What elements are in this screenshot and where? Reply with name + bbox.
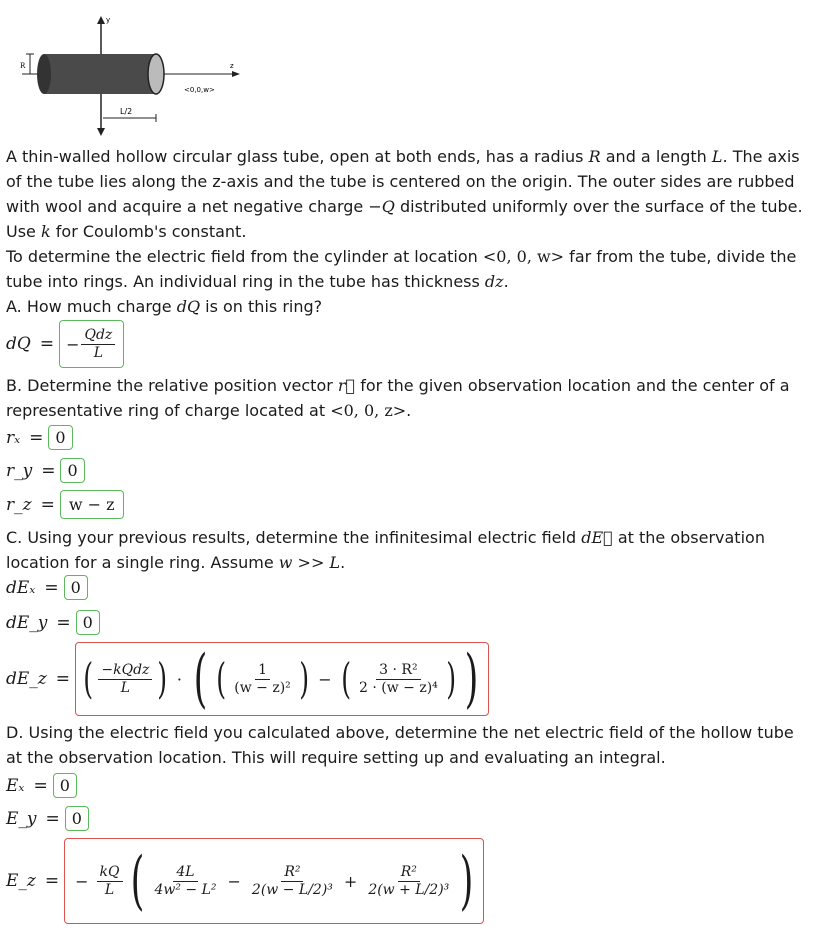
- ez-answer-box[interactable]: [64, 838, 484, 924]
- ez-numerator-3: R²: [398, 864, 420, 882]
- dex-answer-box[interactable]: 0: [64, 575, 88, 600]
- dq-numerator: Qdz: [81, 327, 115, 345]
- radius-label: R: [20, 62, 26, 70]
- intro-text: A thin-walled hollow circular glass tube, open at both ends, has a radius: [6, 147, 589, 166]
- dq-fraction: [81, 327, 115, 362]
- ez-numerator-2: R²: [281, 864, 303, 882]
- ex-row: [6, 773, 77, 798]
- de-vector-symbol: dE⃗: [581, 528, 613, 547]
- ey-answer-box[interactable]: 0: [65, 806, 89, 831]
- ry-label: r_y: [6, 460, 33, 481]
- dex-row: [6, 575, 88, 600]
- dey-row: [6, 610, 100, 635]
- question-text: C. Using your previous results, determine the infinitesimal electric field: [6, 528, 582, 547]
- charge-symbol: −Q: [368, 197, 395, 216]
- tube-figure: [8, 6, 252, 140]
- ey-row: [6, 806, 89, 831]
- open-paren: (: [83, 654, 94, 703]
- length-symbol: L: [711, 147, 723, 166]
- open-paren: (: [216, 654, 226, 703]
- ez-denominator-1: 4w² − L²: [154, 881, 217, 898]
- rx-row: [6, 425, 73, 450]
- dez-answer-box[interactable]: [75, 642, 489, 716]
- dez-row: [6, 642, 489, 716]
- equals-sign: =: [44, 871, 60, 891]
- ez-denominator-0: L: [104, 881, 115, 898]
- equals-sign: =: [56, 612, 71, 633]
- tube-diagram: [8, 6, 252, 140]
- dez-fraction-2: [231, 662, 294, 697]
- half-length-label: L/2: [120, 107, 133, 116]
- intro-text: . The axis of the tube lies along the z-axis and the tube is centered on the origin. The outer sides are rubbed with wool and acquire a net negative charge: [6, 147, 800, 216]
- question-text: is on this ring?: [200, 297, 323, 316]
- dex-label: dEₓ: [6, 577, 36, 598]
- minus-sign: −: [66, 334, 80, 354]
- ez-fraction-2: [249, 864, 336, 899]
- ex-label: Eₓ: [6, 775, 25, 796]
- close-paren: ): [157, 654, 168, 703]
- ez-numerator-0: kQ: [97, 864, 123, 882]
- question-text: B. Determine the relative position vector: [6, 376, 338, 395]
- condition-symbol: w >> L: [278, 553, 341, 572]
- dq-answer-box[interactable]: [59, 320, 124, 368]
- setup-text: far from the tube, divide the tube into rings. An individual ring in the tube has thickness: [6, 247, 797, 291]
- dey-answer-box[interactable]: 0: [76, 610, 100, 635]
- dez-fraction-1: [98, 662, 152, 697]
- equals-sign: =: [45, 808, 60, 829]
- radius-symbol: R: [588, 147, 601, 166]
- location-symbol: <0, 0, w>: [482, 247, 565, 266]
- open-paren: (: [340, 654, 351, 703]
- ez-row: [6, 838, 484, 924]
- minus-operator: −: [227, 871, 241, 891]
- dq-label: dQ: [6, 334, 31, 354]
- dez-denominator-3: 2 · (w − z)⁴: [358, 679, 438, 696]
- dq-denominator: L: [93, 344, 104, 361]
- problem-intro: [6, 144, 806, 244]
- part-d-question: [6, 720, 806, 770]
- close-paren: ): [299, 654, 309, 703]
- dz-symbol: dz: [484, 272, 504, 291]
- dez-numerator-1: −kQdz: [98, 662, 152, 680]
- dez-denominator-1: L: [120, 679, 131, 696]
- part-c-question: [6, 525, 806, 575]
- question-text: at the observation location for a single ring. Assume: [6, 528, 765, 572]
- dey-label: dE_y: [6, 612, 48, 633]
- part-b-question: [6, 373, 806, 423]
- observation-point-label: <0,0,w>: [184, 86, 215, 94]
- intro-text: for Coulomb's constant.: [50, 222, 247, 241]
- rz-row: [6, 490, 124, 519]
- dez-label: dE_z: [6, 669, 47, 689]
- ez-denominator-3: 2(w + L/2)³: [368, 881, 450, 898]
- y-axis-label: y: [106, 16, 111, 24]
- problem-setup: [6, 244, 806, 294]
- dot-operator: ·: [176, 669, 182, 689]
- minus-operator: −: [318, 669, 332, 689]
- rz-answer-box[interactable]: w − z: [60, 490, 124, 519]
- equals-sign: =: [29, 427, 44, 448]
- equals-sign: =: [39, 334, 55, 354]
- dez-numerator-3: 3 · R²: [376, 662, 420, 680]
- plus-operator: +: [343, 871, 358, 891]
- ez-fraction-0: [97, 864, 123, 899]
- equals-sign: =: [55, 669, 70, 689]
- z-axis-label: z: [230, 62, 234, 70]
- ez-numerator-1: 4L: [173, 864, 197, 882]
- open-paren: (: [130, 844, 144, 918]
- equals-sign: =: [41, 460, 56, 481]
- part-a-answer-row: [6, 320, 124, 368]
- close-paren: ): [446, 654, 456, 703]
- setup-text: To determine the electric field from the cylinder at location: [6, 247, 483, 266]
- open-paren: (: [193, 642, 208, 716]
- ez-label: E_z: [6, 871, 36, 891]
- dez-numerator-2: 1: [255, 662, 270, 680]
- ry-answer-box[interactable]: 0: [60, 458, 84, 483]
- rz-label: r_z: [6, 494, 32, 515]
- ring-location: <0, 0, z>: [330, 401, 407, 420]
- intro-text: distributed uniformly over the surface of the tube. Use: [6, 197, 803, 241]
- equals-sign: =: [33, 775, 48, 796]
- close-paren: ): [464, 642, 479, 716]
- coulomb-symbol: k: [40, 222, 51, 241]
- ez-fraction-3: [365, 864, 452, 899]
- part-a-question: [6, 294, 806, 319]
- question-text: .: [340, 553, 346, 572]
- minus-sign: −: [75, 871, 89, 891]
- ez-fraction-1: [151, 864, 219, 899]
- close-paren: ): [459, 844, 474, 918]
- question-text: .: [406, 401, 412, 420]
- ey-label: E_y: [6, 808, 37, 829]
- intro-text: and a length: [600, 147, 712, 166]
- equals-sign: =: [44, 577, 59, 598]
- dq-symbol: dQ: [176, 297, 201, 316]
- rx-answer-box[interactable]: 0: [48, 425, 72, 450]
- rx-label: rₓ: [6, 427, 21, 448]
- question-text: D. Using the electric field you calculated above, determine the net electric field of the hollow tube at the observation location. This will require setting up and evaluating an integral.: [6, 723, 794, 767]
- dez-denominator-2: (w − z)²: [234, 679, 291, 696]
- ez-denominator-2: 2(w − L/2)³: [251, 881, 333, 898]
- dez-fraction-3: [356, 662, 441, 697]
- ry-row: [6, 458, 85, 483]
- r-vector-symbol: r⃗: [337, 376, 356, 395]
- equals-sign: =: [40, 494, 55, 515]
- question-text: for the given observation location and the center of a representative ring of charge located at: [6, 376, 790, 420]
- question-text: A. How much charge: [6, 297, 177, 316]
- ex-answer-box[interactable]: 0: [53, 773, 77, 798]
- setup-text: .: [503, 272, 509, 291]
